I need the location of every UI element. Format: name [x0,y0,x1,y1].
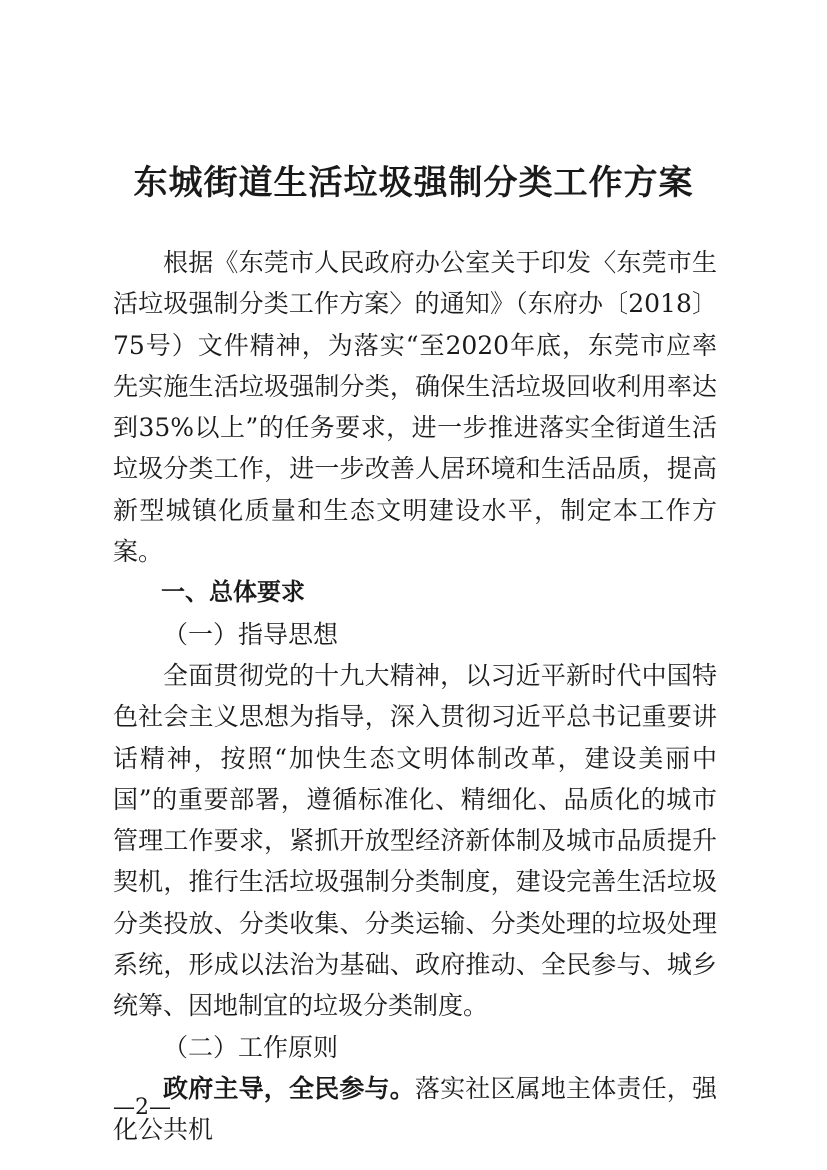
subsection-heading-guiding-ideology: （一）指导思想 [163,619,339,649]
guiding-ideology-paragraph: 全面贯彻党的十九大精神，以习近平新时代中国特色社会主义思想为指导，深入贯彻习近平总书记重要讲话精神，按照“加快生态文明体制改革，建设美丽中国”的重要部署，遵循标准化、精细化、品质化的城市管理工作要求，紧抓开放型经济新体制及城市品质提升契机，推行生活垃圾强制分类制度，建设完善生活垃圾分类投放、分类收集、分类运输、分类处理的垃圾处理系统，形成以法治为基础、政府推动、全民参与、城乡统筹、因地制宜的垃圾分类制度。 [113,660,717,1021]
subsection-heading-work-principles: （二）工作原则 [163,1032,339,1062]
page-number: —2— [113,1095,171,1120]
document-body [113,242,717,1151]
section-heading-overall-requirements: 一、总体要求 [161,578,305,607]
intro-paragraph: 根据《东莞市人民政府办公室关于印发〈东莞市生活垃圾强制分类工作方案〉的通知》（东府办〔2018〕75号）文件精神，为落实“至2020年底，东莞市应率先实施生活垃圾强制分类，确保生活垃圾回收利用率达到35%以上”的任务要求，进一步推进落实全街道生活垃圾分类工作，进一步改善人居环境和生活品质，提高新型城镇化质量和生态文明建设水平，制定本工作方案。 [113,248,717,567]
document-title: 东城街道生活垃圾强制分类工作方案 [133,163,694,203]
principle-lead: 政府主导，全民参与。 [163,1073,415,1103]
principle-text: 落实社区属地主体责任，强化公共机 [113,1073,717,1145]
principle-paragraph [113,1068,717,1151]
